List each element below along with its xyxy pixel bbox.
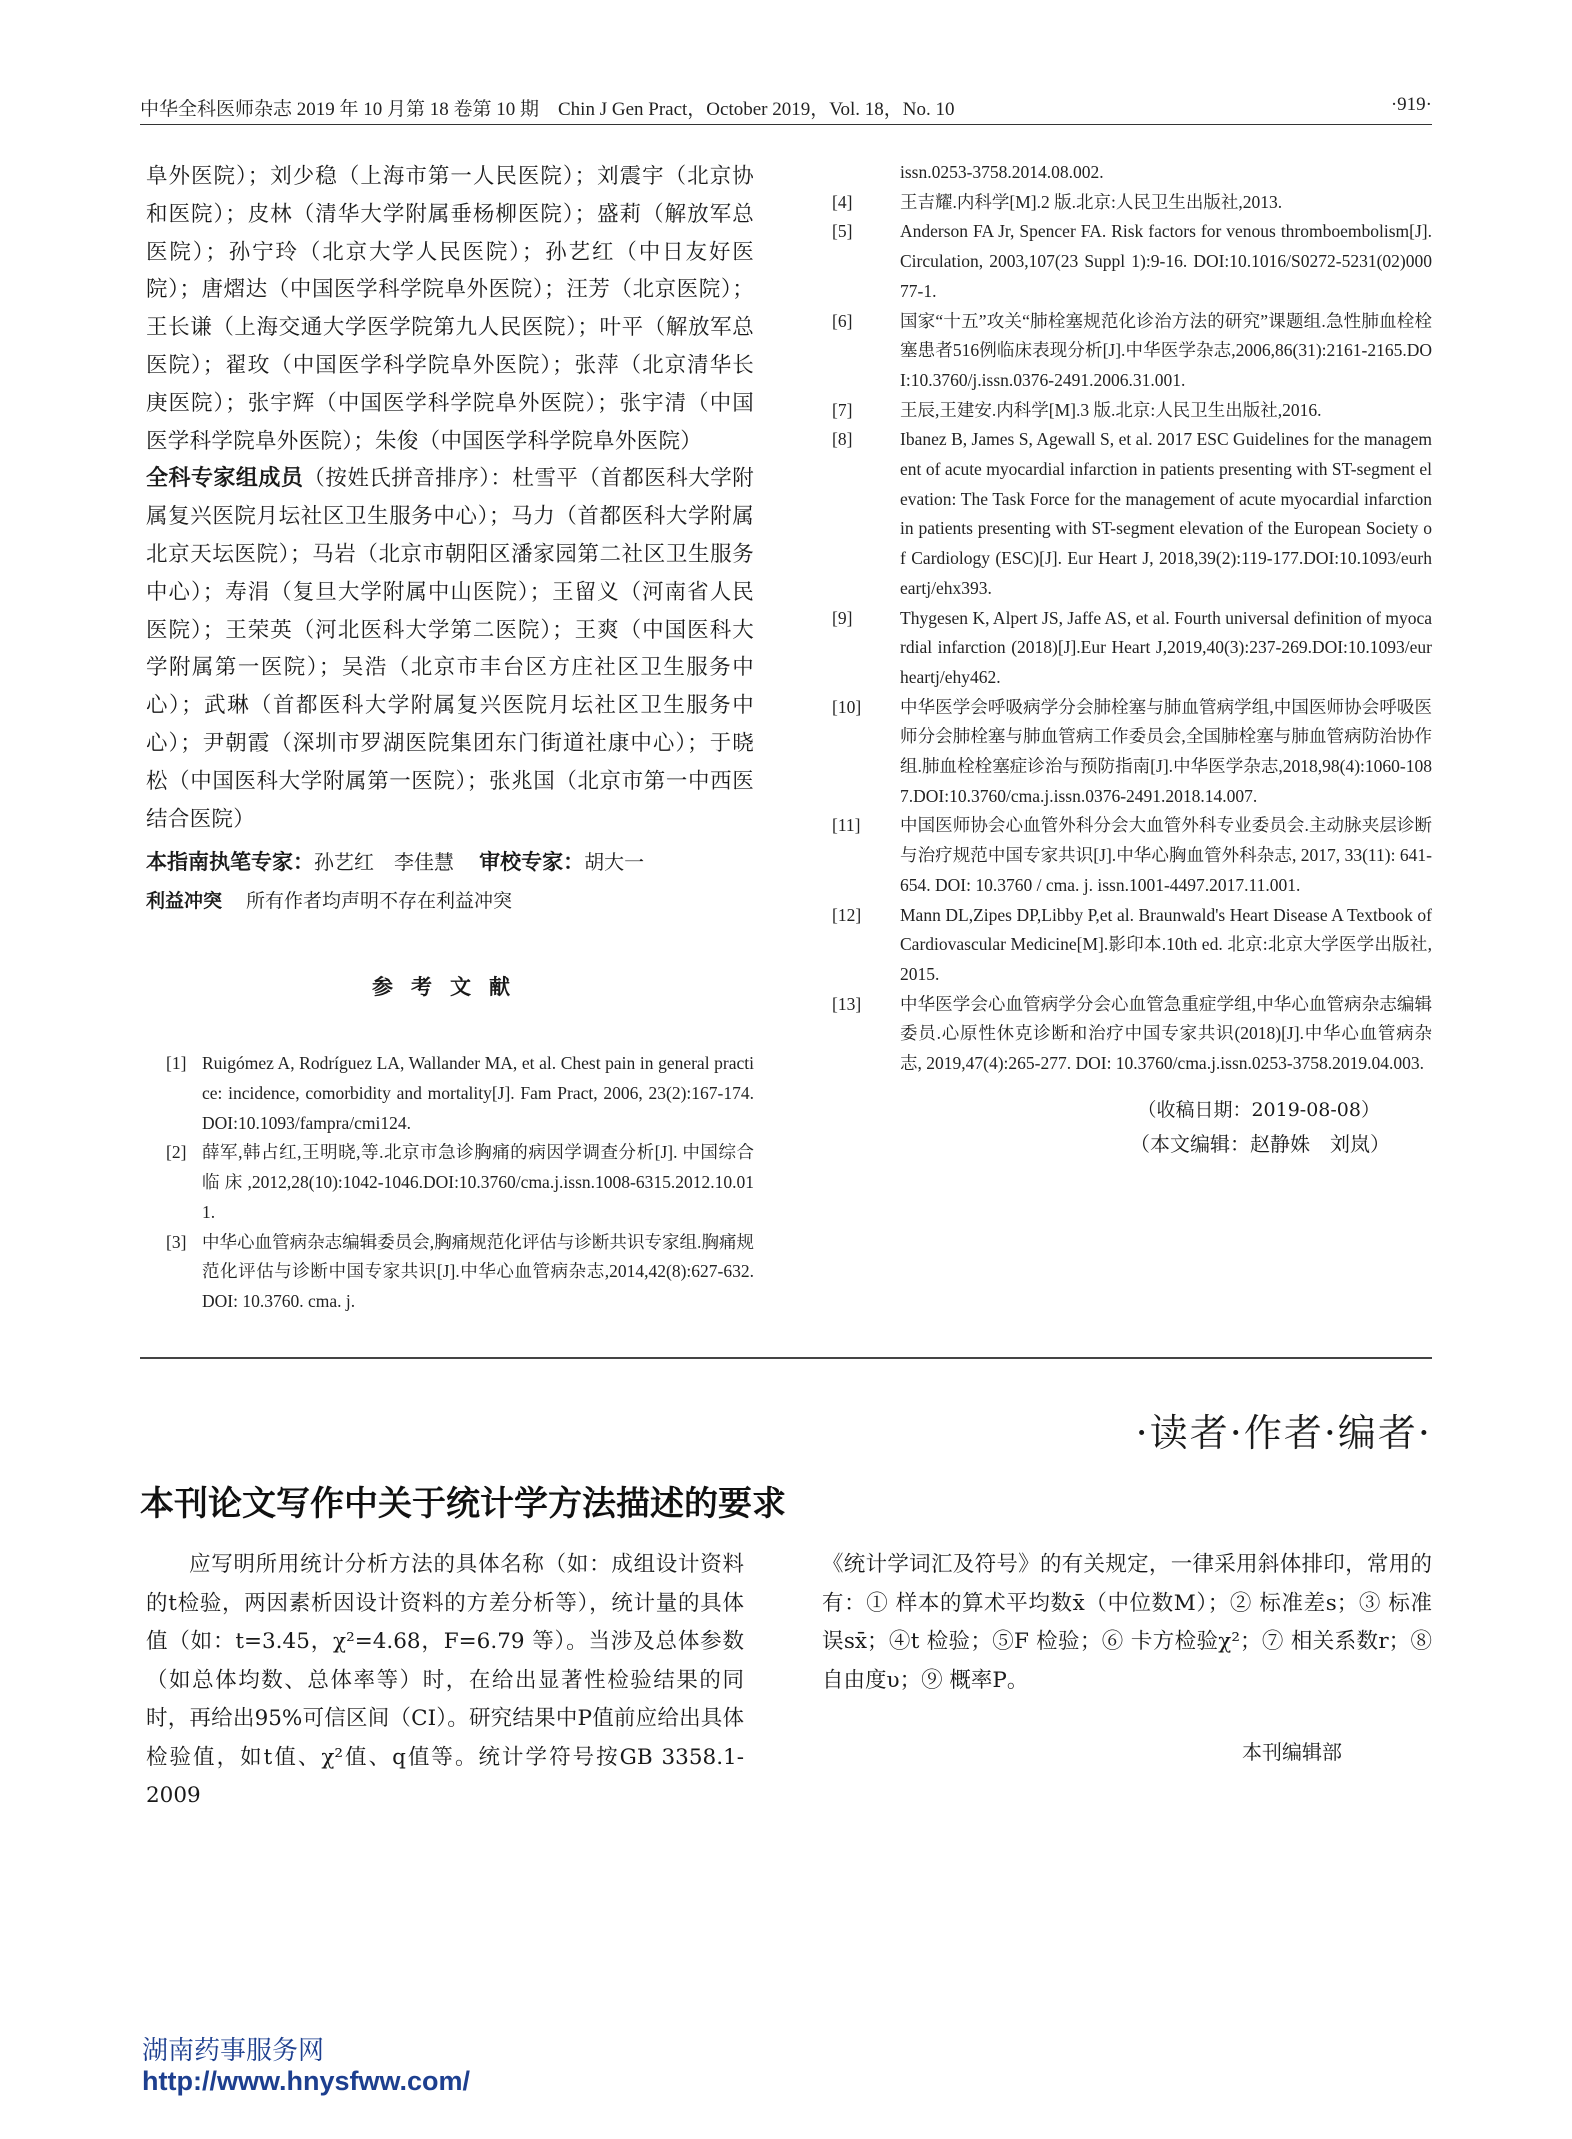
reference-text: issn.0253-3758.2014.08.002. [900,162,1104,182]
reference-number: [12] [832,904,862,925]
reference-number: [13] [832,993,862,1014]
reference-item [146,1228,754,1317]
reference-text: Thygesen K, Alpert JS, Jaffe AS, et al. Fourth universal definition of myocardial infarction (2018)[J].Eur Heart J,2019,40(3):237-269.DOI:10.1093/eurheartj/ehy462. [900,607,1432,687]
reference-list-left [146,1049,754,1316]
reference-text: 中华医学会呼吸病学分会肺栓塞与肺血管病学组,中国医师协会呼吸医师分会肺栓塞与肺血管病工作委员会,全国肺栓塞与肺血管病防治协作组.肺血栓栓塞症诊治与预防指南[J].中华医学杂志,2018,98(4):1060-1087.DOI:10.3760/cma.j.issn.0376-2491.2018.14.007. [900,696,1432,806]
reference-item [832,901,1432,990]
reviewer: 胡大一 [584,850,645,875]
reference-text: 中国医师协会心血管外科分会大血管外科专业委员会.主动脉夹层诊断与治疗规范中国专家共识[J].中华心胸血管外科杂志, 2017, 33(11): 641-654. DOI: 10.3760 / cma. j. issn.1001-4497.2017.11.001. [900,815,1432,895]
reference-item [832,158,1432,188]
reference-text: Mann DL,Zipes DP,Libby P,et al. Braunwald's Heart Disease A Textbook of Cardiovascular Medicine[M].影印本.10th ed. 北京:北京大学医学出版社, 2015. [900,904,1432,984]
running-header [140,94,1432,120]
reference-item [832,990,1432,1079]
reference-item [832,307,1432,396]
writer-label: 本指南执笔专家： [146,850,314,875]
reviewer-label: 审校专家： [479,850,585,875]
reference-number: [4] [832,191,853,212]
reference-number: [1] [166,1053,187,1074]
editorial-office-signoff: 本刊编辑部 [1242,1740,1342,1764]
coi-text: 所有作者均声明不存在利益冲突 [246,890,513,913]
journal-citation: 中华全科医师杂志 2019 年 10 月第 18 卷第 10 期 Chin J Gen Pract，October 2019，Vol. 18，No. 10 [140,99,955,120]
watermark-url[interactable]: http://www.hnysfww.com/ [142,2066,470,2096]
left-column [146,158,754,1317]
reference-item [832,425,1432,603]
column-name: ·读者·作者·编者· [1135,1411,1432,1455]
reference-text: 国家“十五”攻关“肺栓塞规范化诊治方法的研究”课题组.急性肺血栓栓塞患者516例临床表现分析[J].中华医学杂志,2006,86(31):2161-2165.DOI:10.3760/j.issn.0376-2491.2006.31.001. [900,310,1432,390]
writers: 孙艺红 李佳慧 [314,850,454,875]
reference-number: [7] [832,399,853,420]
reference-text: Ibanez B, James S, Agewall S, et al. 2017 ESC Guidelines for the management of acute myocardial infarction in patients presenting with ST-segment elevation: The Task Force for the management of acute myocardial infarction in patients presenting with ST-segment elevation of the European Society of Cardiology (ESC)[J]. Eur Heart J, 2018,39(2):119-177.DOI:10.1093/eurheartj/ehx393. [900,429,1432,598]
reference-text: 王吉耀.内科学[M].2 版.北京:人民卫生出版社,2013. [900,191,1283,212]
conflict-of-interest [146,886,754,913]
gp-expert-group-text: （按姓氏拼音排序）：杜雪平（首都医科大学附属复兴医院月坛社区卫生服务中心）；马力（首都医科大学附属北京天坛医院）；马岩（北京市朝阳区潘家园第二社区卫生服务中心）；寿涓（复旦大学附属中山医院）；王留义（河南省人民医院）；王荣英（河北医科大学第二医院）；王爽（中国医科大学附属第一医院）；吴浩（北京市丰台区方庄社区卫生服务中心）；武琳（首都医科大学附属复兴医院月坛社区卫生服务中心）；尹朝霞（深圳市罗湖医院集团东门街道社康中心）；于晓松（中国医科大学附属第一医院）；张兆国（北京市第一中西医结合医院） [146,466,754,832]
reference-text: 中华心血管病杂志编辑委员会,胸痛规范化评估与诊断共识专家组.胸痛规范化评估与诊断中国专家共识[J].中华心血管病杂志,2014,42(8):627-632. DOI: 10.3760. cma. j. [202,1231,754,1311]
reference-text: Anderson FA Jr, Spencer FA. Risk factors for venous thromboembolism[J]. Circulation, 2003,107(23 Suppl 1):9-16. DOI:10.1016/S0272-5231(02)00077-1. [900,221,1432,301]
reference-number: [5] [832,221,853,242]
author-line [146,846,754,876]
reference-number: [6] [832,310,853,331]
reference-item [832,693,1432,812]
reference-item [832,188,1432,218]
reference-number: [11] [832,815,861,836]
reference-text: 薛军,韩占红,王明晓,等.北京市急诊胸痛的病因学调查分析[J]. 中国综合临床,2012,28(10):1042-1046.DOI:10.3760/cma.j.issn.1008-6315.2012.10.011. [202,1142,754,1222]
reference-number: [9] [832,607,853,628]
reference-text: 王辰,王建安.内科学[M].3 版.北京:人民卫生出版社,2016. [900,399,1322,420]
section-divider [140,1357,1432,1359]
received-date: （收稿日期：2019-08-08） [1137,1098,1380,1121]
page-number: ·919· [1390,94,1432,115]
notice-body-right [822,1546,1432,1700]
committee-continuation: 阜外医院）；刘少稳（上海市第一人民医院）；刘震宇（北京协和医院）；皮林（清华大学附属垂杨柳医院）；盛莉（解放军总医院）；孙宁玲（北京大学人民医院）；孙艺红（中日友好医院）；唐熠达（中国医学科学院阜外医院）；汪芳（北京医院）；王长谦（上海交通大学医学院第九人民医院）；叶平（解放军总医院）；翟玫（中国医学科学院阜外医院）；张萍（北京清华长庚医院）；张宇辉（中国医学科学院阜外医院）；张宇清（中国医学科学院阜外医院）；朱俊（中国医学科学院阜外医院） [146,164,754,454]
article-editors: （本文编辑：赵静姝 刘岚） [1130,1131,1390,1156]
notice-body-left [146,1546,744,1816]
header-rule [140,124,1432,125]
reference-number [832,158,900,188]
reference-number: [2] [166,1142,187,1163]
reference-item [832,396,1432,426]
watermark-site-name: 湖南药事服务网 [142,2036,325,2066]
reference-item [832,604,1432,693]
reference-number: [3] [166,1231,187,1252]
references-heading: 参考文献 [372,975,528,1000]
gp-expert-group-label: 全科专家组成员 [146,466,304,492]
reference-item [146,1049,754,1138]
notice-paragraph-right: 《统计学词汇及符号》的有关规定，一律采用斜体排印，常用的有：① 样本的算术平均数x̄（中位数M）；② 标准差s；③ 标准误sx̄；④t 检验；⑤F 检验；⑥ 卡方检验χ²；⑦ 相关系数r；⑧ 自由度υ；⑨ 概率P。 [822,1552,1432,1693]
reference-number: [10] [832,696,862,717]
reference-item [832,811,1432,900]
right-column [832,158,1432,1161]
coi-label: 利益冲突 [146,890,223,913]
notice-paragraph-left: 应写明所用统计分析方法的具体名称（如：成组设计资料的t检验，两因素析因设计资料的方差分析等），统计量的具体值（如：t=3.45，χ²=4.68，F=6.79 等）。当涉及总体参数（如总体均数、总体率等）时，在给出显著性检验结果的同时，再给出95%可信区间（CI）。研究结果中P值前应给出具体检验值，如t值、χ²值、q值等。统计学符号按GB 3358.1-2009 [146,1552,744,1808]
reference-item [146,1138,754,1227]
reference-text: 中华医学会心血管病学分会心血管急重症学组,中华心血管病杂志编辑委员.心原性休克诊断和治疗中国专家共识(2018)[J].中华心血管病杂志, 2019,47(4):265-277. DOI: 10.3760/cma.j.issn.0253-3758.2019.04.003. [900,993,1432,1074]
reference-item [832,217,1432,306]
reference-text: Ruigómez A, Rodríguez LA, Wallander MA, et al. Chest pain in general practice: incidence, comorbidity and mortality[J]. Fam Pract, 2006, 23(2):167-174. DOI:10.1093/fampra/cmi124. [202,1053,754,1133]
reference-list-right [832,158,1432,1079]
gp-expert-group [146,460,754,838]
reference-number: [8] [832,429,853,450]
notice-title: 本刊论文写作中关于统计学方法描述的要求 [140,1484,786,1524]
